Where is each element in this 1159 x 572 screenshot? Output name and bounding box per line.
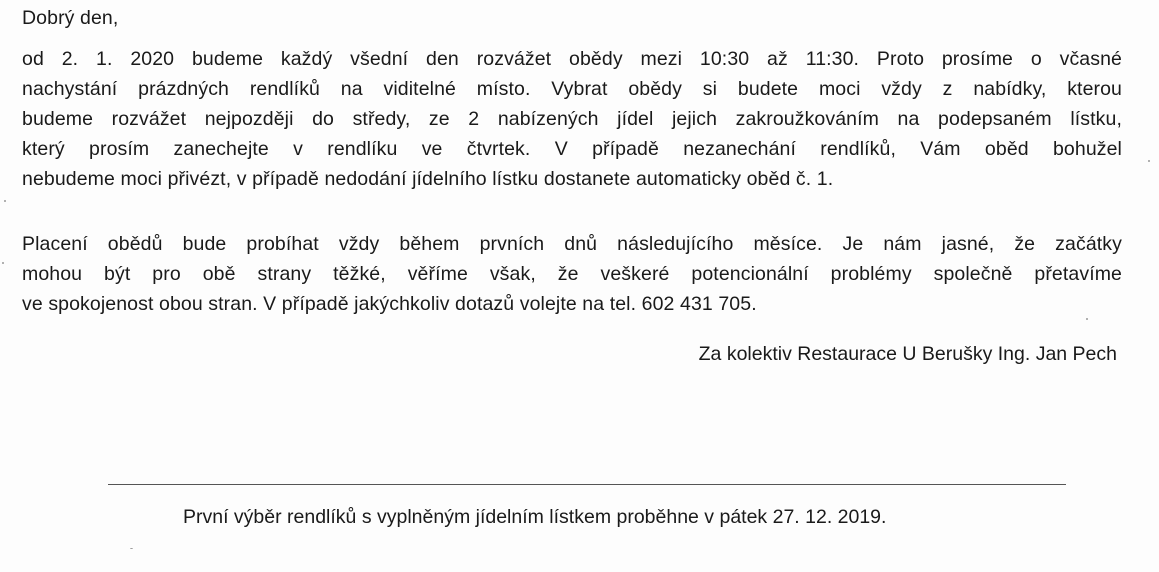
signature-line: Za kolektiv Restaurace U Berušky Ing. Jan Pech: [698, 343, 1117, 365]
scan-speck: [1148, 160, 1150, 162]
scan-speck: [4, 200, 6, 202]
paragraph-line: nebudeme moci přivézt, v případě nedodání jídelního lístku dostanete automaticky oběd č. 1.: [22, 168, 834, 190]
paragraph-line: který prosím zanechejte v rendlíku ve čtvrtek. V případě nezanechání rendlíků, Vám oběd bohužel: [22, 138, 1122, 160]
paragraph-line: nachystání prázdných rendlíků na viditelné místo. Vybrat obědy si budete moci vždy z nabídky, kterou: [22, 78, 1122, 100]
paragraph-delivery-info: [22, 44, 1122, 194]
paragraph-line: ve spokojenost obou stran. V případě jakýchkoliv dotazů volejte na tel. 602 431 705.: [22, 293, 757, 315]
paragraph-line: budeme rozvážet nejpozději do středy, ze 2 nabízených jídel jejich zakroužkováním na podepsaném lístku,: [22, 108, 1122, 130]
greeting: Dobrý den,: [22, 7, 119, 29]
paragraph-line: od 2. 1. 2020 budeme každý všední den rozvážet obědy mezi 10:30 až 11:30. Proto prosíme o včasné: [22, 48, 1122, 70]
paragraph-payment-info: [22, 229, 1122, 319]
scan-speck: [1086, 318, 1088, 320]
scan-speck: [2, 262, 4, 264]
scan-speck: [130, 548, 133, 549]
paragraph-line: mohou být pro obě strany těžké, věříme však, že veškeré potencionální problémy společně přetavíme: [22, 263, 1122, 285]
cut-line-divider: [108, 484, 1066, 485]
paragraph-line: Placení obědů bude probíhat vždy během prvních dnů následujícího měsíce. Je nám jasné, že začátky: [22, 233, 1122, 255]
first-collection-note: První výběr rendlíků s vyplněným jídelním lístkem proběhne v pátek 27. 12. 2019.: [183, 506, 887, 528]
